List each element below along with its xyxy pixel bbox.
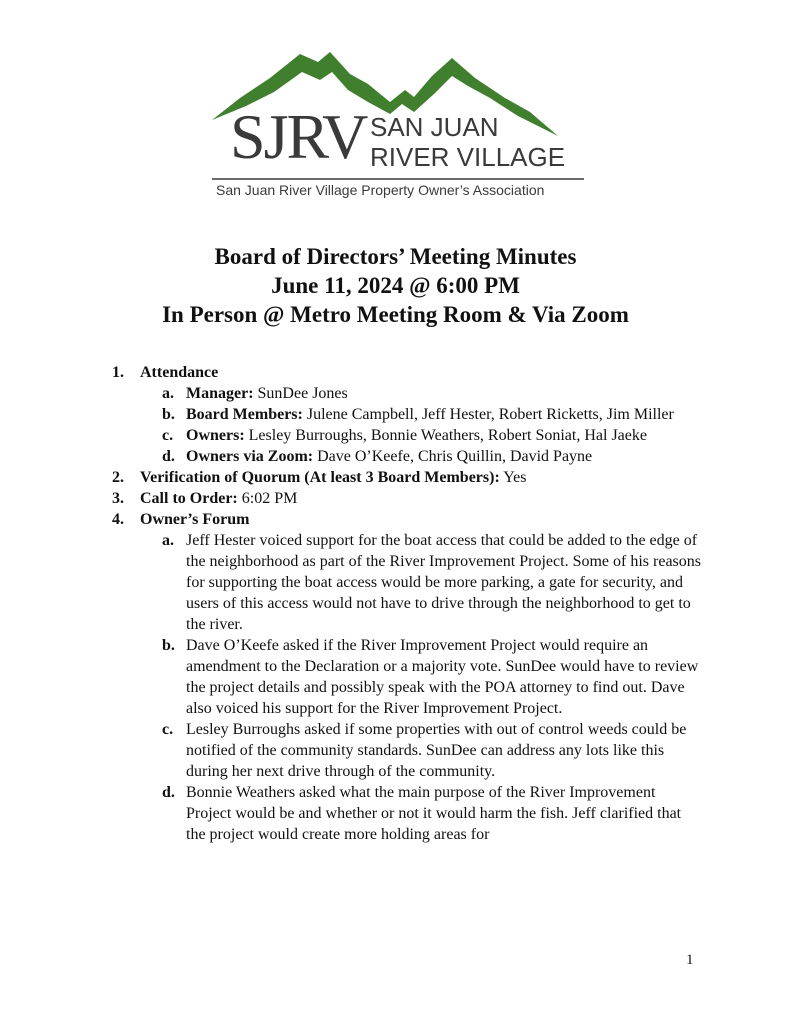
logo-monogram: SJRV (230, 101, 367, 172)
item-call-to-order (112, 488, 702, 509)
sub-text: Julene Campbell, Jeff Hester, Robert Ricketts, Jim Miller (302, 406, 674, 423)
title-line-1: Board of Directors’ Meeting Minutes (214, 244, 577, 269)
item-owners-forum (112, 509, 702, 845)
attendance-manager (140, 383, 702, 404)
forum-list (140, 530, 702, 845)
sub-letter: b. (162, 637, 175, 654)
sub-letter: c. (162, 427, 174, 444)
sub-text: Dave O’Keefe, Chris Quillin, David Payne (313, 448, 593, 465)
attendance-owners-zoom (140, 446, 702, 467)
title-line-3: In Person @ Metro Meeting Room & Via Zoom (162, 302, 629, 327)
sub-letter: b. (162, 406, 175, 423)
sub-label: Board Members: (186, 406, 303, 423)
logo-graphic (200, 40, 600, 205)
forum-item (140, 635, 702, 719)
sub-letter: c. (162, 721, 174, 738)
sub-text: Jeff Hester voiced support for the boat access that could be added to the edge of the neighborhood as part of the River Improvement Project. Some of his reasons for supporting the boat access would be more parking, a gate for security, and users of this access would not have to drive through the neighborhood to get to the river. (186, 532, 701, 633)
item-quorum (112, 467, 702, 488)
document-title (0, 242, 791, 329)
minutes-list (112, 362, 702, 845)
sub-letter: d. (162, 784, 175, 801)
item-heading: Attendance (140, 364, 219, 381)
attendance-owners (140, 425, 702, 446)
item-attendance (112, 362, 702, 467)
forum-item (140, 782, 702, 845)
sub-letter: a. (162, 385, 174, 402)
logo-tagline: San Juan River Village Property Owner’s Association (216, 182, 545, 198)
logo-name-line2: RIVER VILLAGE (370, 142, 566, 172)
attendance-board-members (140, 404, 702, 425)
forum-item (140, 530, 702, 635)
sub-text: Bonnie Weathers asked what the main purpose of the River Improvement Project would be and whether or not it would harm the fish. Jeff clarified that the project would create more holding areas for (186, 784, 682, 843)
sub-label: Manager: (186, 385, 254, 402)
sub-text: Lesley Burroughs, Bonnie Weathers, Robert Soniat, Hal Jaeke (244, 427, 647, 444)
item-heading: Call to Order: (140, 490, 238, 507)
item-number: 4. (112, 511, 124, 528)
sjrv-logo (200, 40, 600, 205)
sub-label: Owners: (186, 427, 245, 444)
minutes-body (112, 362, 702, 845)
sub-text: SunDee Jones (253, 385, 348, 402)
item-heading: Verification of Quorum (At least 3 Board Members): (140, 469, 500, 486)
item-heading: Owner’s Forum (140, 511, 250, 528)
sub-text: Dave O’Keefe asked if the River Improvement Project would require an amendment to the Declaration or a majority vote. SunDee would have to review the project details and possibly speak with the POA attorney to find out. Dave also voiced his support for the River Improvement Project. (186, 637, 699, 717)
item-number: 1. (112, 364, 124, 381)
page-number: 1 (686, 952, 694, 968)
sub-letter: d. (162, 448, 175, 465)
item-value: Yes (499, 469, 527, 486)
logo-name-line1: SAN JUAN (370, 112, 499, 142)
item-value: 6:02 PM (237, 490, 298, 507)
sub-letter: a. (162, 532, 174, 549)
item-number: 3. (112, 490, 124, 507)
attendance-list (140, 383, 702, 467)
sub-label: Owners via Zoom: (186, 448, 314, 465)
title-line-2: June 11, 2024 @ 6:00 PM (271, 273, 520, 298)
sub-text: Lesley Burroughs asked if some properties with out of control weeds could be notified of the community standards. SunDee can address any lots like this during her next drive through of the community. (186, 721, 687, 780)
forum-item (140, 719, 702, 782)
item-number: 2. (112, 469, 124, 486)
